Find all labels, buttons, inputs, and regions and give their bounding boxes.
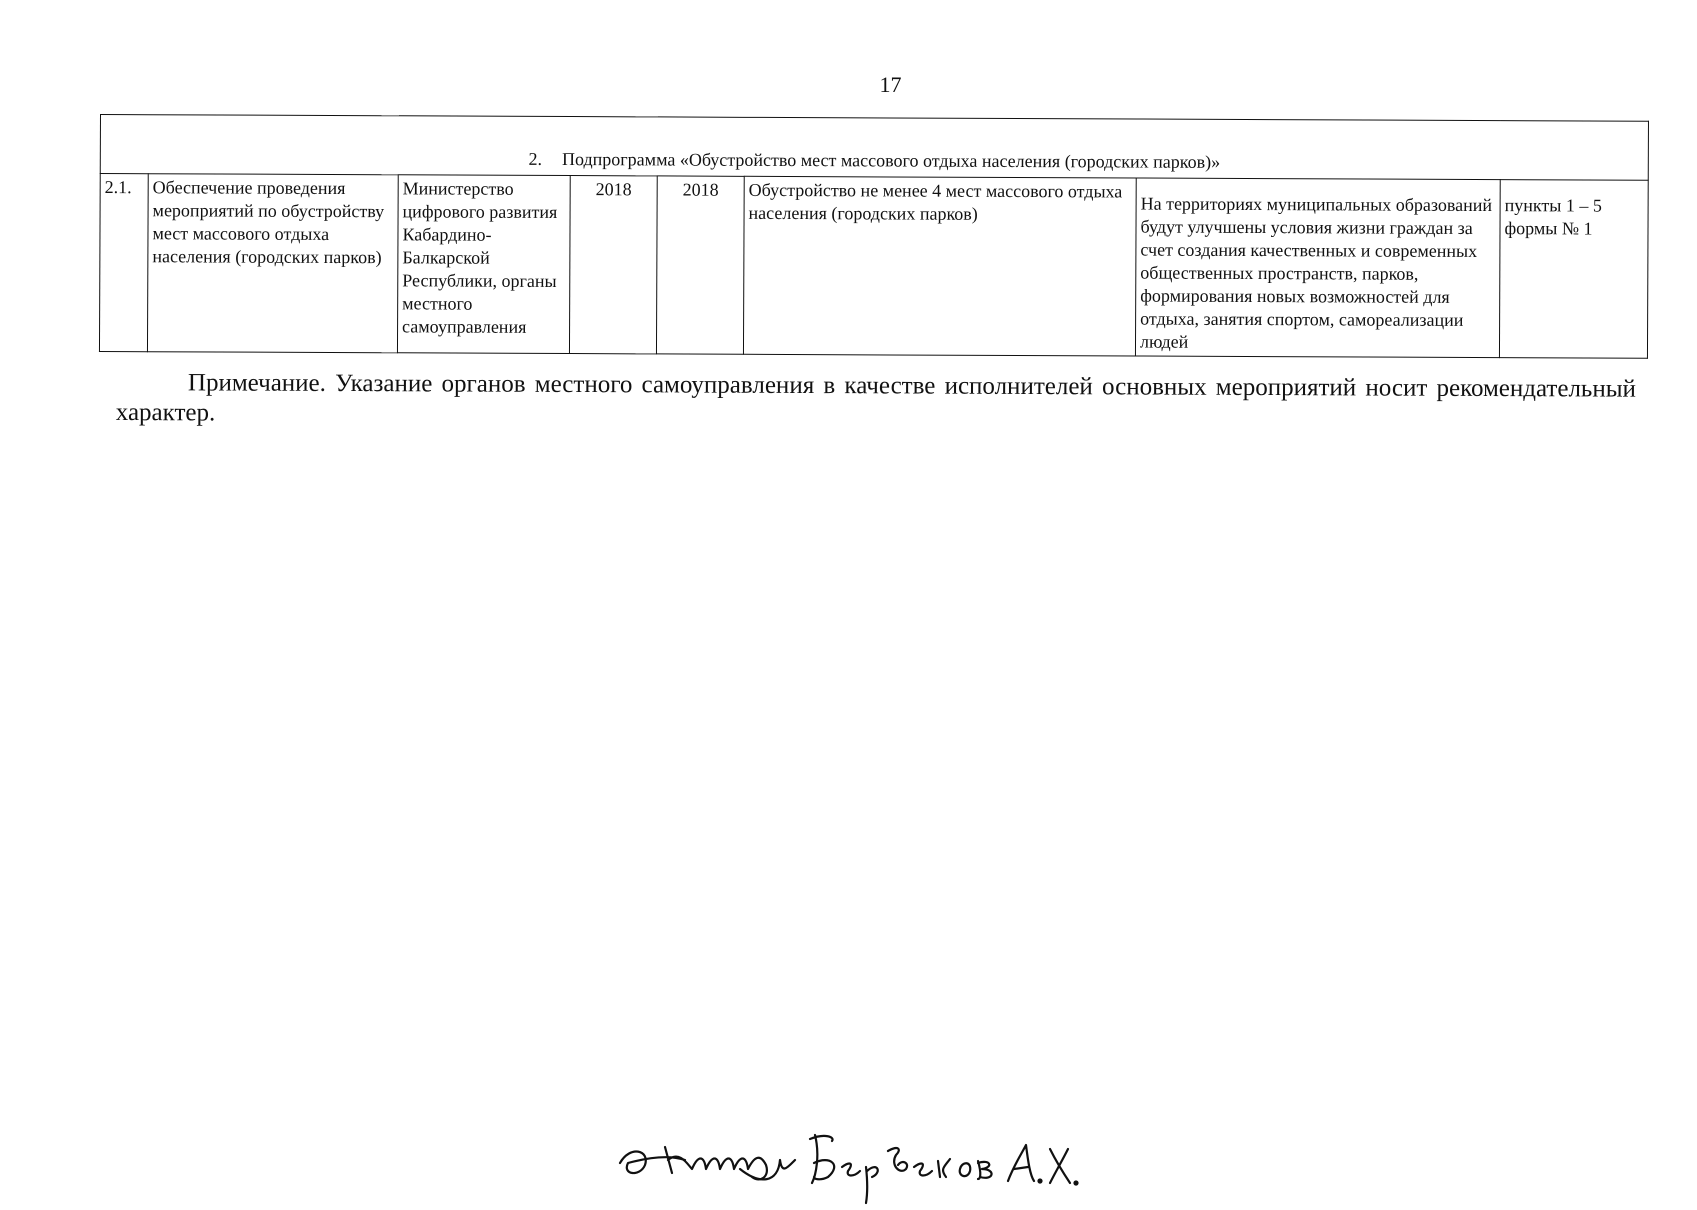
note-paragraph: Примечание. Указание органов местного самоуправления в качестве исполнителей основных мероприятий носит рекомендательный характер. [115,369,1636,427]
indicators-cell: пункты 1 – 5 формы № 1 [1499,180,1648,359]
page-number: 17 [879,72,902,97]
row-number: 2.1. [99,174,148,352]
section-title: Подпрограмма «Обустройство мест массового отдыха населения (городских парков)» [562,149,1221,172]
section-header-row [100,115,1648,181]
handwritten-signature [610,1105,1080,1205]
expected-result-cell: Обустройство не менее 4 мест массового отдыха населения (городских парков) [743,176,1136,356]
table-row [99,174,1648,359]
activity-cell: Обеспечение проведения мероприятий по обустройству мест массового отдыха населения (городских парков) [147,174,398,353]
start-year-cell: 2018 [569,176,657,354]
measures-table [99,114,1649,359]
consequences-cell: На территориях муниципальных образований будут улучшены условия жизни граждан за счет создания качественных и современных общественных пространств, парков, формирования новых возможностей для отдыха, занятия спортом, самореализации людей [1135,178,1500,358]
section-number: 2. [528,148,543,169]
end-year-cell: 2018 [656,176,744,354]
executor-cell: Министерство цифрового развития Кабардино-Балкарской Республики, органы местного самоуправления [397,175,570,354]
section-header-cell [100,115,1648,181]
